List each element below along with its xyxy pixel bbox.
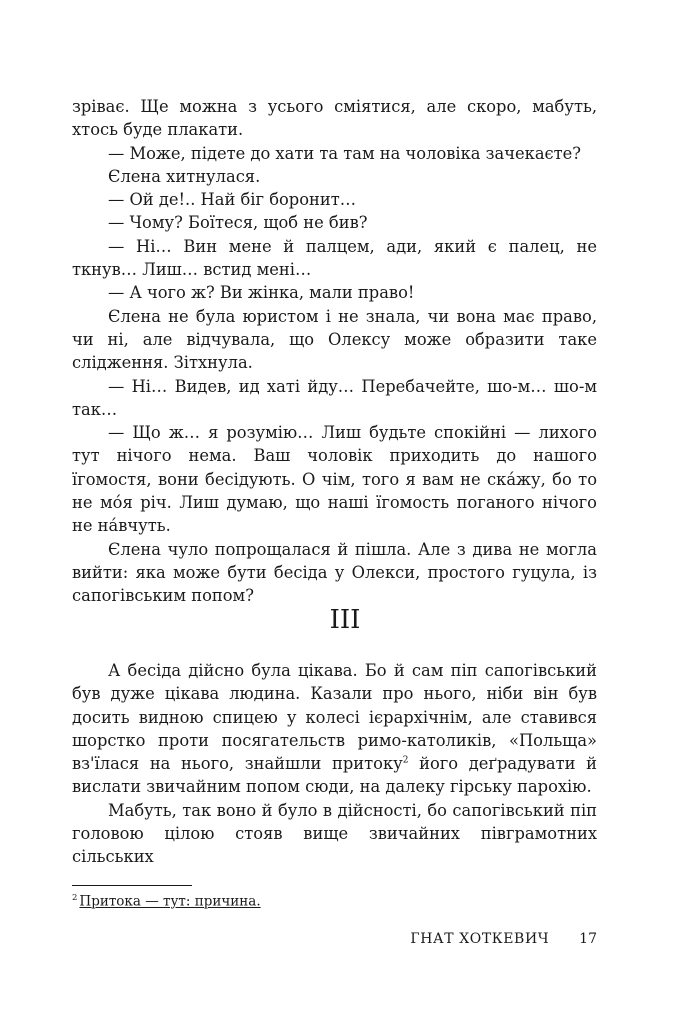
paragraph: — Ой де!.. Най біг боронит…: [108, 190, 357, 210]
footnote-marker: 2: [72, 893, 78, 903]
paragraph: — Ні… Видев, ид хаті йду… Перебачейте, шо-м… шо-м так…: [72, 376, 597, 419]
paragraph: зріває. Ще можна з усього сміятися, але скоро, мабуть, хтось буде плакати.: [72, 97, 597, 140]
paragraph: [72, 659, 597, 799]
paragraph: Єлена не була юристом і не знала, чи вона має право, чи ні, але відчувала, що Олексу може образити таке слідження. Зітхнула.: [72, 306, 597, 373]
footnote-text: Притока — тут: причина.: [79, 893, 261, 910]
paragraph: — Чому? Боїтеся, щоб не бив?: [108, 213, 368, 233]
paragraph: Єлена хитнулася.: [108, 166, 261, 186]
page-number: 17: [579, 931, 597, 947]
footer-author: ГНАТ ХОТКЕВИЧ: [410, 931, 550, 947]
footnote-reference[interactable]: 2: [402, 755, 409, 766]
paragraph: — А чого ж? Ви жінка, мали право!: [108, 283, 415, 303]
paragraph: — Може, підете до хати та там на чоловіка зачекаєте?: [108, 143, 582, 163]
text-section-chapter-three: [72, 659, 597, 869]
chapter-heading: III: [329, 605, 361, 635]
footnote: [72, 888, 597, 912]
paragraph-text: його деґрадувати й вислати звичайним попом сюди, на далеку гірську парохію.: [72, 754, 597, 797]
paragraph-text: А бесіда дійсно була цікава. Бо й сам піп сапогівський був дуже цікава людина. Казали про нього, ніби він був досить видною спицею у колесі ієрархічнім, але ставився шорстко проти посягательств римо-католиків, «Польща» вз'їлася на нього, знайшли притоку: [72, 661, 597, 774]
footnote-divider: [72, 885, 192, 886]
paragraph: Мабуть, так воно й було в дійсності, бо сапогівський піп головою цілою стояв вище звичайних півграмотних сільських: [72, 800, 597, 867]
paragraph: — Що ж… я розумію… Лиш будьте спокійні — лихого тут нічого нема. Ваш чоловік приходить до нашого їгомостя, вони бесідують. О чім, того я вам не ска́жу, бо то не мо́я річ. Лиш думаю, що наші їгомость поганого нічого не на́вчуть.: [72, 423, 597, 536]
paragraph: Єлена чуло попрощалася й пішла. Але з дива не могла вийти: яка може бути бесіда у Олекси, простого гуцула, із сапогівським попом?: [72, 539, 597, 606]
text-section-before-chapter: [72, 95, 597, 608]
paragraph: — Ні… Вин мене й палцем, ади, який є палец, не ткнув… Лиш… встид мені…: [72, 236, 597, 280]
running-footer: [410, 929, 597, 949]
